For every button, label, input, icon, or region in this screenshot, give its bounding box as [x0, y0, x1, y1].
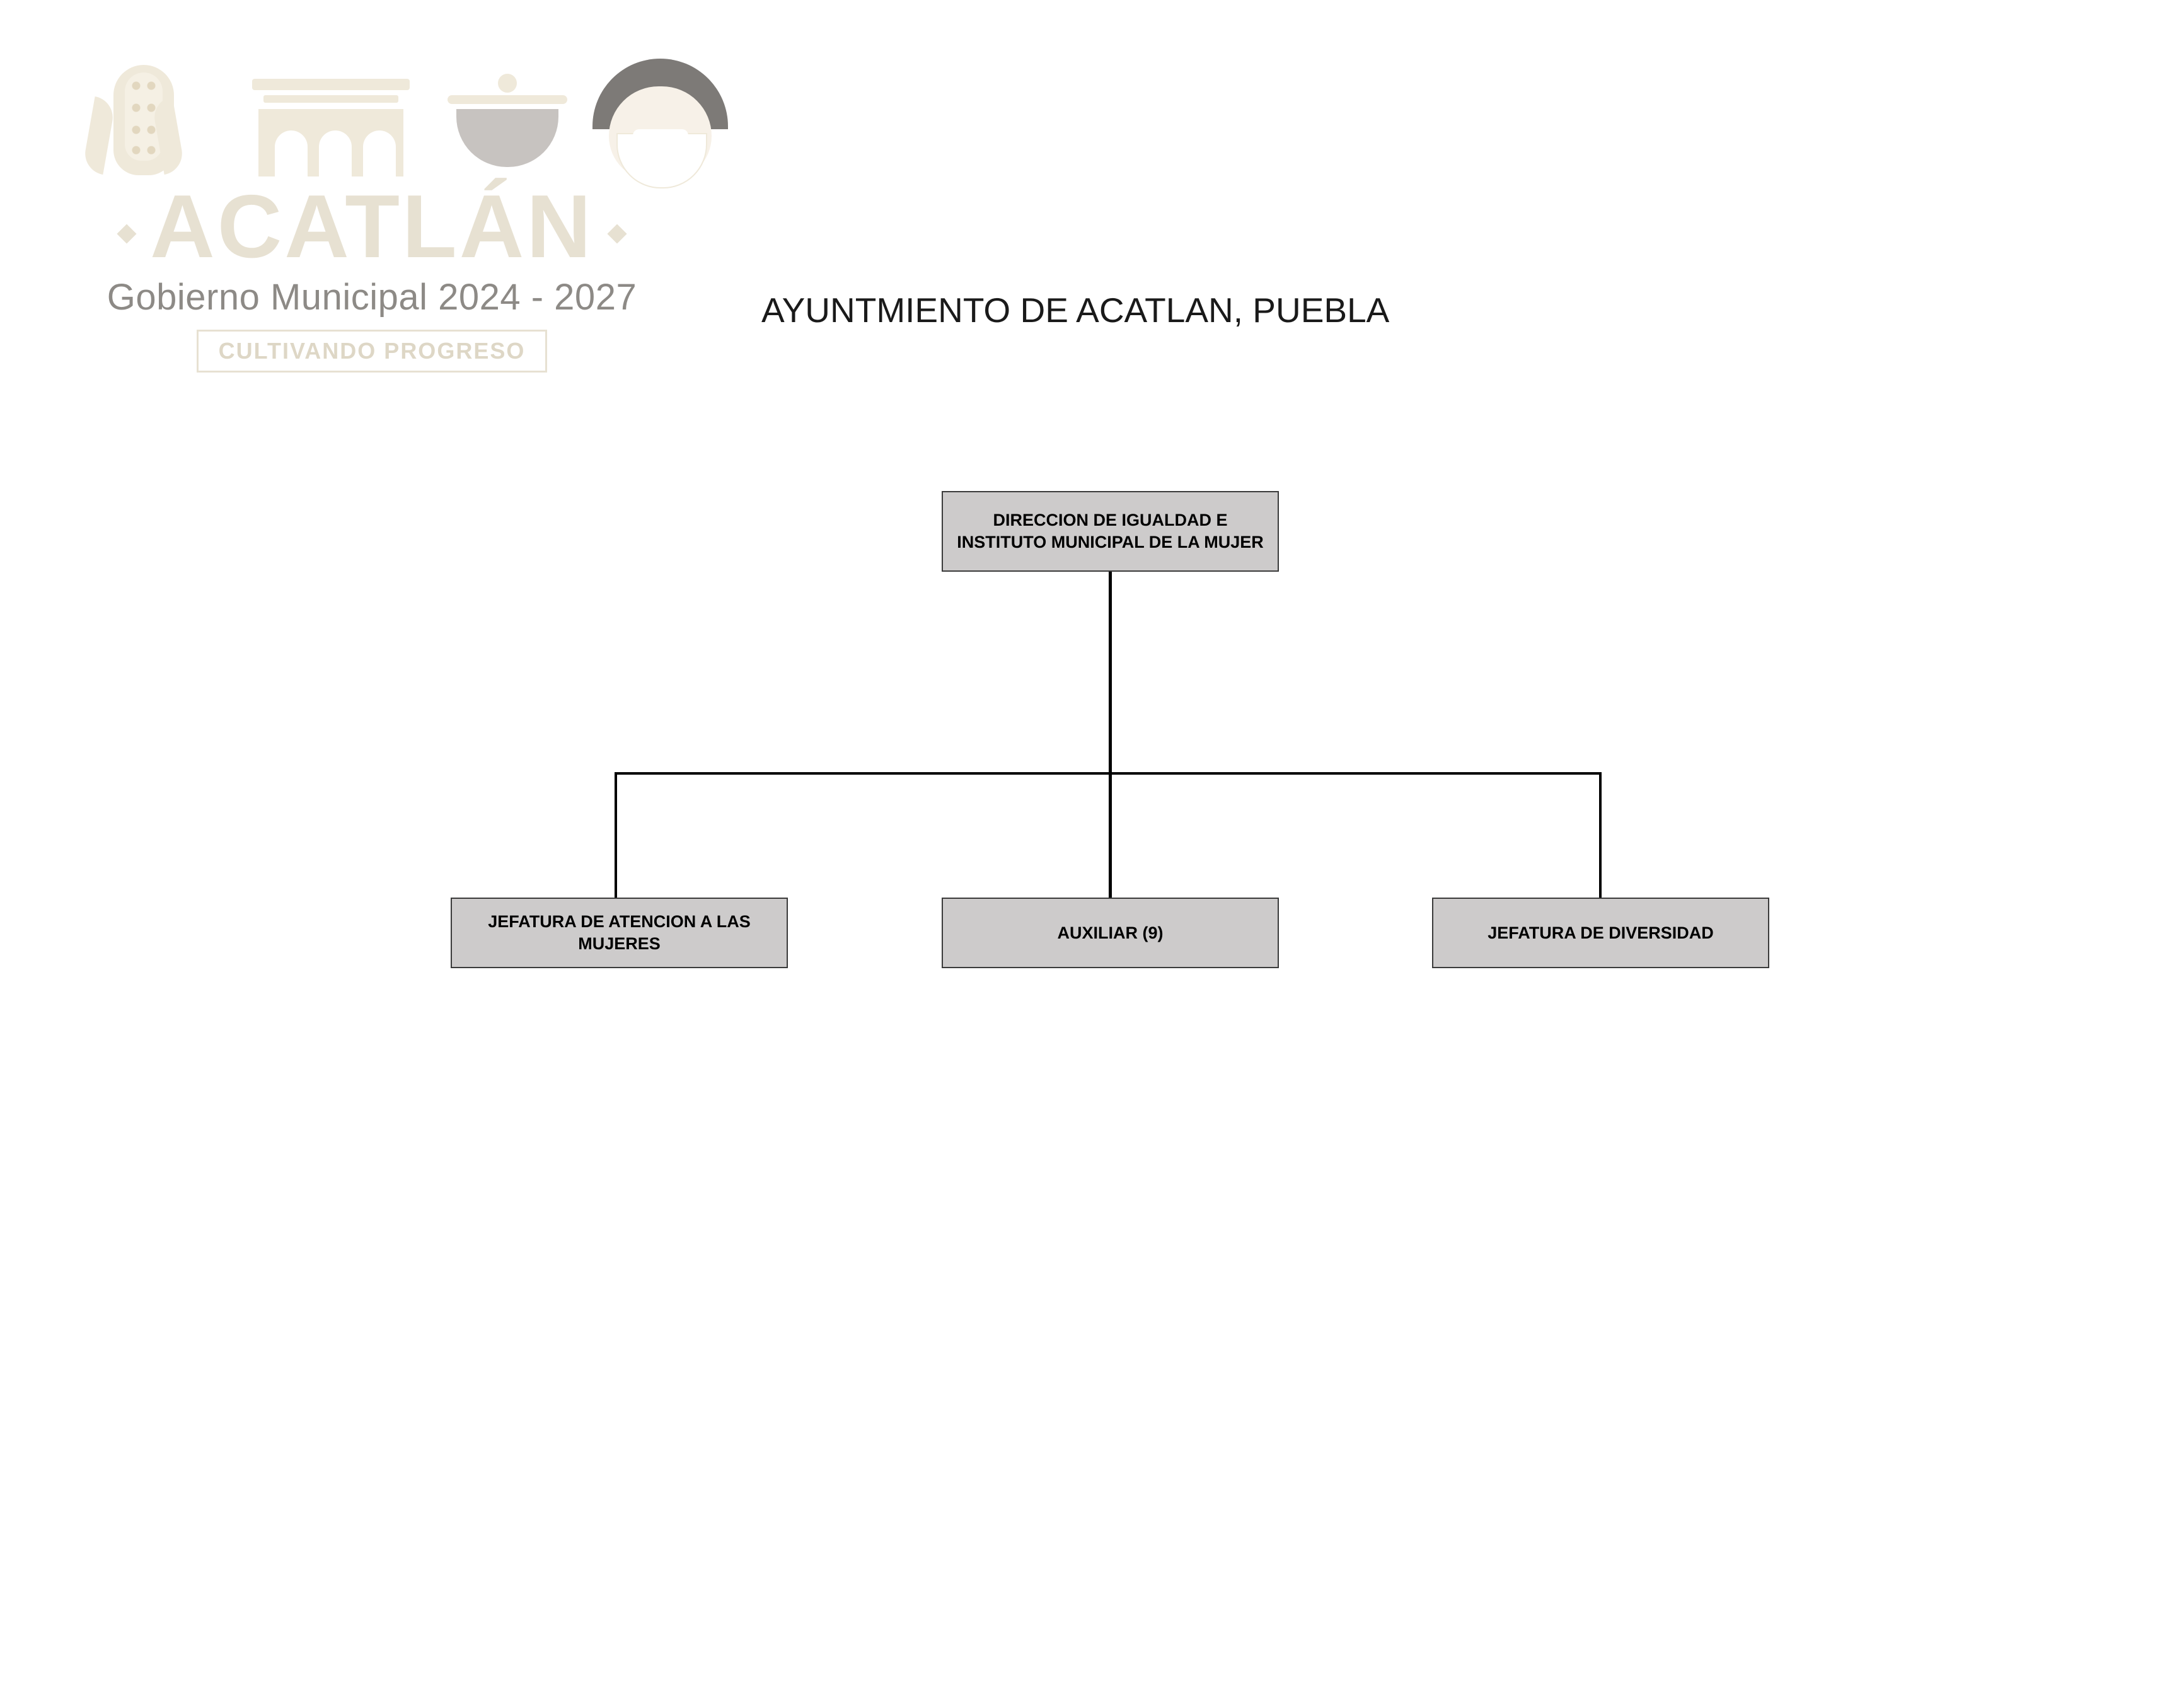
org-node-root[interactable]: DIRECCION DE IGUALDAD E INSTITUTO MUNICIPAL DE LA MUJER [942, 491, 1279, 572]
logo-subtitle: Gobierno Municipal 2024 - 2027 [107, 277, 637, 318]
connector-drop-child3 [1599, 772, 1602, 898]
connector-root-stem [1109, 572, 1112, 773]
org-node-jefatura-diversidad[interactable]: JEFATURA DE DIVERSIDAD [1432, 898, 1769, 968]
connector-horizontal-bus [615, 772, 1602, 775]
connector-drop-child2 [1109, 772, 1112, 898]
org-node-jefatura-atencion-mujeres[interactable]: JEFATURA DE ATENCION A LAS MUJERES [451, 898, 788, 968]
page-title: AYUNTMIENTO DE ACATLAN, PUEBLA [761, 291, 1390, 330]
connector-drop-child1 [615, 772, 617, 898]
logo-wordmark: ACATLÁN [150, 176, 594, 277]
org-node-auxiliar[interactable]: AUXILIAR (9) [942, 898, 1279, 968]
logo-slogan: CULTIVANDO PROGRESO [197, 330, 548, 373]
